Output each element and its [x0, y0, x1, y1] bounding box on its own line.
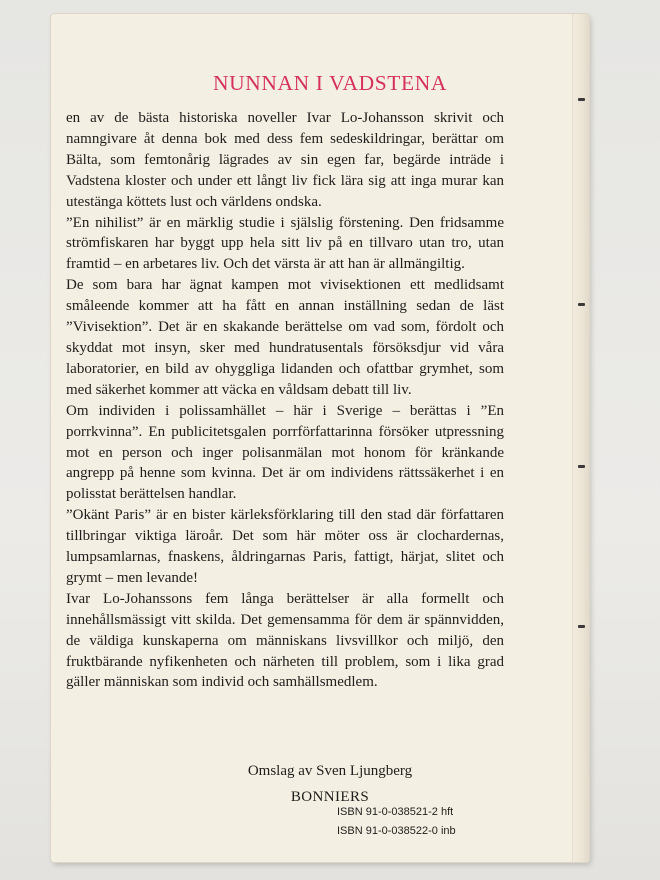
blurb-paragraph: en av de bästa historiska noveller Ivar Lo-Johansson skrivit och namngivare åt denna bok med dess fem sedeskildringar, berättar om Bälta, som femtonårig lägrades av sin egen far, begärde inträde i Vadstena kloster och under ett långt liv fick lära sig att inga murar kan utestänga köttets lust och världens ondska.: [66, 110, 504, 210]
isbn-block: [337, 803, 456, 841]
blurb-paragraph: ”Okänt Paris” är en bister kärleksförklaring till den stad där författaren tillbringar viktiga läroår. Det som här möter oss är clochardernas, lumpsamlarnas, fnaskens, åldringarnas Paris, fattigt, härjat, slitet och grymt – men levande!: [66, 507, 504, 586]
blurb-paragraph: Ivar Lo-Johanssons fem långa berättelser är alla formellt och innehållsmässigt vitt skilda. Det gemensamma för dem är spännvidden, de väldiga kunskaperna om människans livsvillkor och miljö, den fruktbärande nyfikenheten och närheten till problem, som i lika grad gäller människan som individ och samhällsmedlem.: [66, 590, 504, 691]
credits-block: [0, 760, 660, 808]
cover-fold-edge: [572, 14, 589, 862]
blurb-paragraph: ”En nihilist” är en märklig studie i själslig förstening. Den fridsamme strömfiskaren har byggt upp hela sitt liv på en tillvaro utan tro, utan framtid – en arbetares liv. Och det värsta är att han är allmängiltig.: [66, 214, 504, 273]
edge-mark: [578, 625, 585, 628]
cover-credit: Omslag av Sven Ljungberg: [247, 763, 413, 779]
blurb-paragraph: Om individen i polissamhället – här i Sverige – berättas i ”En porrkvinna”. En publicitetsgalen porrförfattarinna försöker utpressning mot en person och inger polisanmälan mot honom för kränkande angrepp på henne som kvinna. Det är om individens rättssäkerhet i en polisstat berättelsen handlar.: [66, 402, 504, 503]
blurb-text: [66, 108, 504, 693]
isbn-line: ISBN 91-0-038521-2 hft: [337, 806, 454, 818]
isbn-line: ISBN 91-0-038522-0 inb: [337, 825, 456, 837]
edge-mark: [578, 303, 585, 306]
book-title: NUNNAN I VADSTENA: [213, 71, 447, 95]
blurb-paragraph: De som bara har ägnat kampen mot vivisektionen ett medlidsamt småleende kommer att ha fått en annan inställning sedan de läst ”Vivisektion”. Det är en skakande berättelse om vad som, fördolt och skyddat mot insyn, sker med hundratusentals försöksdjur vid våra laboratorier, en bild av ohyggliga lidanden och ofattbar grymhet, som med säkerhet kommer att väcka en våldsam debatt till liv.: [66, 277, 504, 398]
publisher-name: BONNIERS: [290, 789, 370, 805]
edge-mark: [578, 98, 585, 101]
edge-mark: [578, 465, 585, 468]
